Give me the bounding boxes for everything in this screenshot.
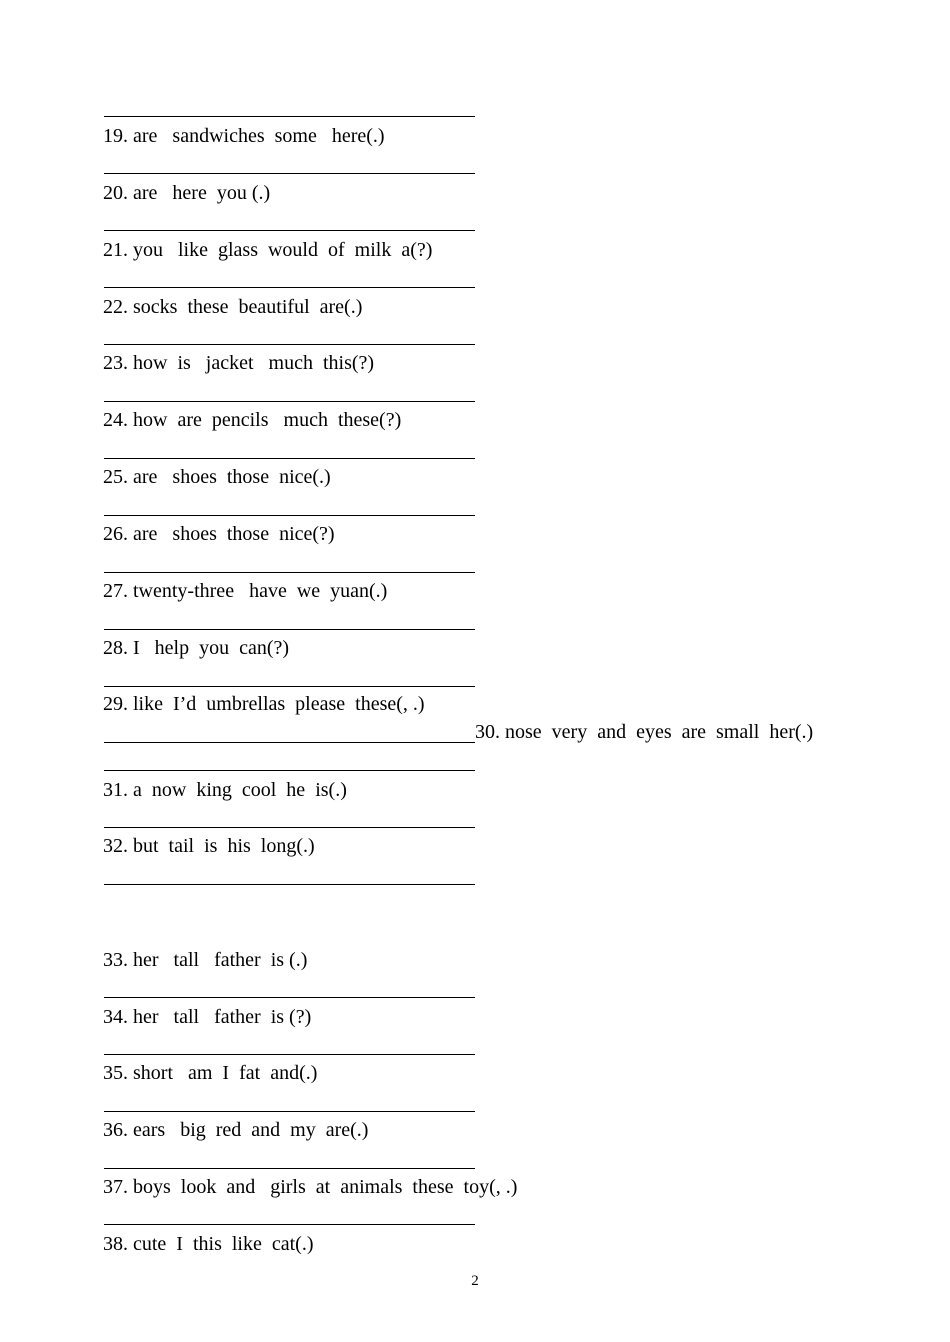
- exercise-number: 31.: [103, 779, 128, 801]
- exercise-number: 34.: [103, 1006, 128, 1028]
- exercise-item-32: [103, 834, 315, 858]
- exercise-item-21: [103, 238, 432, 262]
- exercise-number: 33.: [103, 949, 128, 971]
- exercise-text: her tall father is (?): [133, 1006, 312, 1028]
- exercise-text: a now king cool he is(.): [133, 779, 347, 801]
- answer-line: [104, 827, 475, 828]
- page-number: 2: [471, 1273, 479, 1289]
- exercise-number: 38.: [103, 1233, 128, 1255]
- exercise-item-36: [103, 1118, 368, 1142]
- exercise-text: like I’d umbrellas please these(, .): [133, 693, 425, 715]
- exercise-number: 26.: [103, 523, 128, 545]
- answer-line: [104, 1111, 475, 1112]
- exercise-number: 20.: [103, 182, 128, 204]
- answer-line: [104, 344, 475, 345]
- exercise-text: how are pencils much these(?): [133, 409, 402, 431]
- answer-line: [104, 173, 475, 174]
- exercise-text: cute I this like cat(.): [133, 1233, 314, 1255]
- exercise-item-22: [103, 295, 362, 319]
- exercise-item-24: [103, 408, 401, 432]
- exercise-number: 32.: [103, 835, 128, 857]
- exercise-text: are sandwiches some here(.): [133, 125, 385, 147]
- answer-line: [104, 116, 475, 117]
- exercise-text: are shoes those nice(.): [133, 466, 331, 488]
- answer-line: [104, 686, 475, 687]
- exercise-text: twenty-three have we yuan(.): [133, 580, 388, 602]
- exercise-item-29: [103, 692, 425, 716]
- exercise-item-31: [103, 778, 347, 802]
- exercise-item-28: [103, 636, 289, 660]
- answer-line: [104, 997, 475, 998]
- exercise-number: 25.: [103, 466, 128, 488]
- answer-line: [104, 230, 475, 231]
- exercise-number: 37.: [103, 1176, 128, 1198]
- exercise-text: are here you (.): [133, 182, 271, 204]
- exercise-text: but tail is his long(.): [133, 835, 315, 857]
- exercise-text: are shoes those nice(?): [133, 523, 335, 545]
- exercise-item-25: [103, 465, 331, 489]
- exercise-number: 24.: [103, 409, 128, 431]
- answer-line: [104, 629, 475, 630]
- exercise-text: her tall father is (.): [133, 949, 308, 971]
- exercise-text: short am I fat and(.): [133, 1062, 318, 1084]
- exercise-number: 27.: [103, 580, 128, 602]
- exercise-text: nose very and eyes are small her(.): [505, 721, 814, 743]
- exercise-item-23: [103, 351, 374, 375]
- exercise-item-19: [103, 124, 385, 148]
- exercise-text: ears big red and my are(.): [133, 1119, 369, 1141]
- answer-line: [104, 515, 475, 516]
- exercise-number: 21.: [103, 239, 128, 261]
- exercise-number: 35.: [103, 1062, 128, 1084]
- exercise-item-20: [103, 181, 270, 205]
- exercise-item-34: [103, 1005, 311, 1029]
- exercise-number: 19.: [103, 125, 128, 147]
- answer-line: [104, 287, 475, 288]
- exercise-number: 30.: [475, 721, 500, 743]
- exercise-item-27: [103, 579, 387, 603]
- exercise-number: 23.: [103, 352, 128, 374]
- exercise-item-33: [103, 948, 307, 972]
- exercise-item-38: [103, 1232, 314, 1256]
- exercise-item-35: [103, 1061, 317, 1085]
- exercise-number: 36.: [103, 1119, 128, 1141]
- answer-line: [104, 1054, 475, 1055]
- answer-line: [104, 1168, 475, 1169]
- answer-line: [104, 742, 475, 743]
- exercise-text: you like glass would of milk a(?): [133, 239, 433, 261]
- exercise-item-26: [103, 522, 335, 546]
- exercise-text: I help you can(?): [133, 637, 290, 659]
- exercise-number: 28.: [103, 637, 128, 659]
- exercise-text: how is jacket much this(?): [133, 352, 375, 374]
- answer-line: [104, 458, 475, 459]
- answer-line: [104, 572, 475, 573]
- exercise-text: socks these beautiful are(.): [133, 296, 363, 318]
- exercise-item-37: [103, 1175, 517, 1199]
- exercise-number: 29.: [103, 693, 128, 715]
- answer-line: [104, 884, 475, 885]
- answer-line: [104, 1224, 475, 1225]
- answer-line: [104, 770, 475, 771]
- exercise-item-30: [475, 720, 813, 744]
- exercise-text: boys look and girls at animals these toy(, .): [133, 1176, 518, 1198]
- answer-line: [104, 401, 475, 402]
- exercise-number: 22.: [103, 296, 128, 318]
